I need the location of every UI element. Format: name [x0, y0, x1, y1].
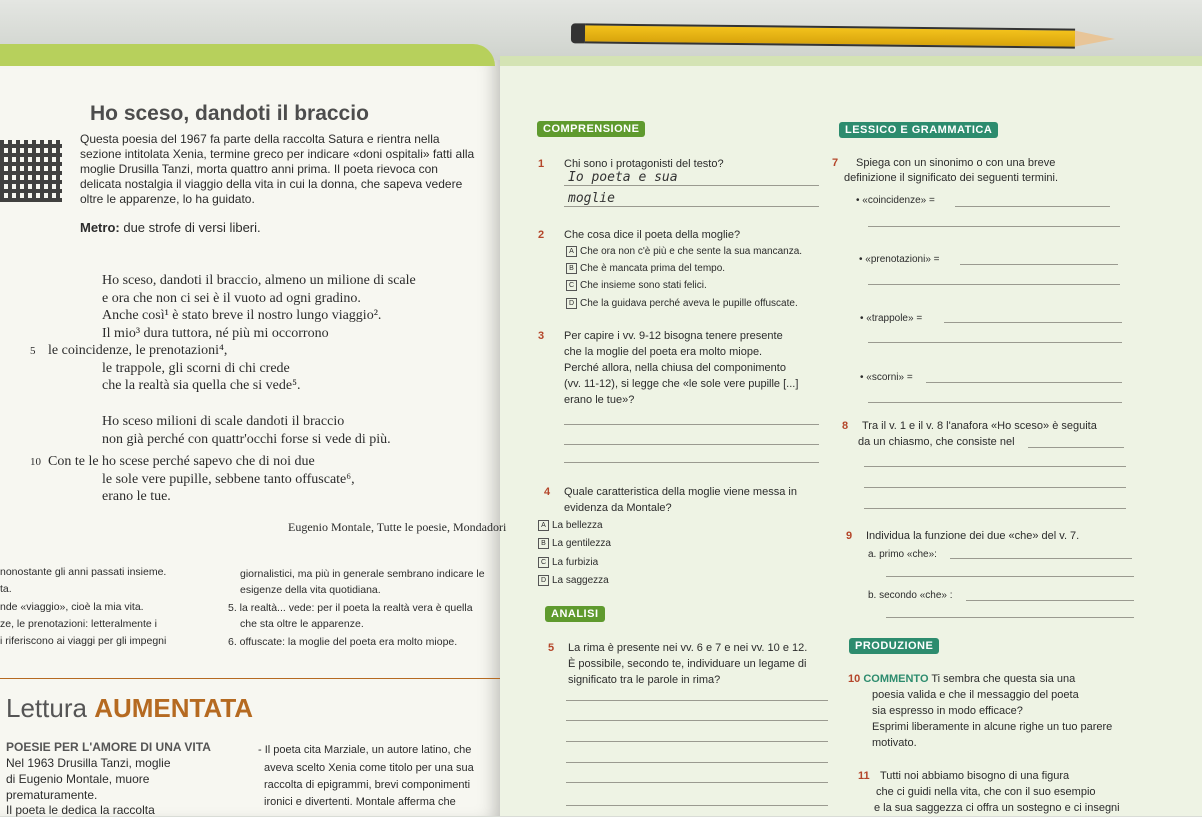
q10-number: 10 [848, 673, 861, 685]
q10-line-2: poesia valida e che il messaggio del poeta [872, 689, 1079, 701]
q5-line-2: È possibile, secondo te, individuare un legame di [568, 658, 807, 670]
q2-number: 2 [538, 229, 545, 241]
q10-line-4: Esprimi liberamente in alcune righe un tuo parere [872, 721, 1113, 733]
augmented-side-3: raccolta di epigrammi, brevi componimenti [264, 779, 471, 791]
footnote-1: nonostante gli anni passati insieme. [0, 566, 167, 578]
q4-option-c-box[interactable]: C [538, 557, 549, 568]
poem-title: Ho sceso, dandoti il braccio [90, 102, 369, 125]
q4-option-b-text: La gentilezza [552, 538, 611, 550]
augmented-heading: POESIE PER L'AMORE DI UNA VITA [6, 740, 211, 754]
q8-line-1: Tra il v. 1 e il v. 8 l'anafora «Ho sceso» è seguita [862, 420, 1097, 432]
q5-answer-line-6[interactable] [566, 805, 828, 806]
poem-verse-5: le coincidenze, le prenotazioni⁴, [48, 343, 228, 358]
augmented-text-2: di Eugenio Montale, muore [6, 772, 150, 786]
verse-number-10: 10 [30, 456, 41, 468]
augmented-text-4: Il poeta le dedica la raccolta [6, 803, 155, 817]
q11-number: 11 [858, 770, 870, 782]
poem-verse-3: Anche così¹ è stato breve il nostro lungo viaggio². [102, 308, 382, 323]
q1-answer-1[interactable]: Io poeta e sua [568, 170, 678, 185]
q2-option-a[interactable] [566, 246, 802, 257]
poem-verse-11: le sole vere pupille, sebbene tanto offuscate⁶, [102, 472, 355, 487]
q2-option-b-box[interactable]: B [566, 263, 577, 274]
poem-verse-4: Il mio³ dura tuttora, né più mi occorrono [102, 326, 329, 341]
q8-answer-line-2[interactable] [864, 466, 1126, 467]
q2-option-a-text: Che ora non c'è più e che sente la sua mancanza. [580, 246, 803, 258]
q2-option-c-text: Che insieme sono stati felici. [580, 280, 707, 292]
footnote-3: nde «viaggio», cioè la mia vita. [0, 601, 144, 613]
q11-line-3: e la sua saggezza ci offra un sostegno e ci insegni [874, 802, 1120, 814]
q2-option-c[interactable] [566, 280, 707, 291]
q3-line-4: (vv. 11-12), si legge che «le sole vere pupille [...] [564, 378, 799, 390]
q4-option-a-box[interactable]: A [538, 520, 549, 531]
poem-verse-12: erano le tue. [102, 489, 171, 504]
footnote-6: giornalistici, ma più in generale sembrano indicare le [240, 568, 485, 580]
poem-verse-8: Ho sceso milioni di scale dandoti il braccio [102, 414, 345, 429]
q9-answer-a-label: a. primo «che»: [868, 549, 937, 560]
q8-answer-line-1[interactable] [1028, 447, 1124, 448]
q7-term-prenotazioni: • «prenotazioni» = [859, 254, 940, 265]
q7-line-2: definizione il significato dei seguenti termini. [844, 172, 1059, 184]
footnote-4: ze, le prenotazioni: letteralmente i [0, 618, 158, 630]
poem-verse-6: le trappole, gli scorni di chi crede [102, 361, 290, 376]
q4-line-2: evidenza da Montale? [564, 502, 672, 514]
q7-extra-line-2[interactable] [868, 284, 1120, 285]
analisi-tag: ANALISI [545, 606, 605, 622]
q11-line-1: Tutti noi abbiamo bisogno di una figura [880, 770, 1070, 782]
qr-code[interactable] [0, 140, 62, 202]
poem-intro: Questa poesia del 1967 fa parte della raccolta Satura e rientra nella sezione intitolata Xenia, termine greco per indicare «doni ospitali» fatti alla moglie Drusilla Tanzi, morta quattro anni prima. Il poeta rievoca con delicata nostalgia il viaggio della vita in cui la donna, che sapeva vedere oltre le apparenze, lo ha guidato. [80, 132, 475, 206]
q4-option-c-text: La furbizia [552, 557, 599, 569]
q7-term-prenotazioni-line[interactable] [960, 264, 1118, 265]
q4-line-1: Quale caratteristica della moglie viene messa in [564, 486, 797, 498]
q8-answer-line-4[interactable] [864, 508, 1126, 509]
augmented-text-1: Nel 1963 Drusilla Tanzi, moglie [6, 756, 171, 770]
q3-line-2: che la moglie del poeta era molto miope. [564, 346, 763, 358]
q10-heading [848, 673, 1075, 685]
q3-number: 3 [538, 330, 545, 342]
q5-number: 5 [548, 642, 555, 654]
q4-option-d-box[interactable]: D [538, 575, 549, 586]
q7-extra-line-4[interactable] [868, 402, 1122, 403]
q2-option-d-box[interactable]: D [566, 298, 577, 309]
pencil-eraser [571, 23, 585, 43]
q4-option-b-box[interactable]: B [538, 538, 549, 549]
q8-number: 8 [842, 420, 849, 432]
q5-line-1: La rima è presente nei vv. 6 e 7 e nei vv. 10 e 12. [568, 642, 808, 654]
augmented-side-2: aveva scelto Xenia come titolo per una sua [264, 762, 474, 774]
augmented-text-3: prematuramente. [6, 788, 98, 802]
lessico-grammatica-tag: LESSICO E GRAMMATICA [839, 122, 998, 138]
q3-answer-line-3[interactable] [564, 462, 819, 463]
q5-line-3: significato tra le parole in rima? [568, 674, 721, 686]
q2-option-b[interactable] [566, 263, 725, 274]
augmented-prefix: Lettura [6, 693, 87, 723]
q7-term-trappole: • «trappole» = [860, 313, 923, 324]
q10-line-1: Ti sembra che questa sia una [931, 673, 1076, 685]
q9-extra-line-1[interactable] [886, 576, 1134, 577]
q2-text: Che cosa dice il poeta della moglie? [564, 229, 741, 241]
q9-text: Individua la funzione dei due «che» del v. 7. [866, 530, 1080, 542]
q10-line-5: motivato. [872, 737, 917, 749]
produzione-tag: PRODUZIONE [849, 638, 939, 654]
footnote-8: 5. la realtà... vede: per il poeta la realtà vera è quella [228, 602, 473, 614]
metro-label: Metro: [80, 220, 120, 235]
poem-verse-9: non già perché con quattr'occhi forse si vede di più. [102, 432, 391, 447]
q4-option-a-text: La bellezza [552, 520, 603, 532]
q2-option-d-text: Che la guidava perché aveva le pupille offuscate. [580, 298, 798, 310]
q1-text: Chi sono i protagonisti del testo? [564, 158, 724, 170]
poem-verse-2: e ora che non ci sei è il vuoto ad ogni gradino. [102, 291, 361, 306]
q3-answer-line-2[interactable] [564, 444, 819, 445]
poem-verse-1: Ho sceso, dandoti il braccio, almeno un milione di scale [102, 273, 416, 288]
q4-option-d[interactable] [538, 575, 609, 586]
q1-answer-2[interactable]: moglie [568, 191, 615, 206]
q1-answer-line-2[interactable] [564, 206, 819, 207]
q3-line-5: erano le tue»? [564, 394, 635, 406]
q3-line-3: Perché allora, nella chiusa del componimento [564, 362, 786, 374]
left-page-header-band [0, 44, 495, 66]
q4-option-b[interactable] [538, 538, 611, 549]
augmented-side-4: ironici e divertenti. Montale afferma che [264, 796, 456, 808]
metro-line [80, 220, 261, 235]
right-page-header-band [500, 56, 1202, 66]
q7-term-scorni-line[interactable] [926, 382, 1122, 383]
augmented-reading-title [6, 693, 253, 724]
q7-line-1: Spiega con un sinonimo o con una breve [856, 157, 1056, 169]
q11-line-2: che ci guidi nella vita, che con il suo esempio [876, 786, 1096, 798]
q5-answer-line-2[interactable] [566, 720, 828, 721]
q7-term-coincidenze-line[interactable] [955, 206, 1110, 207]
q7-number: 7 [832, 157, 839, 169]
poem-verse-7: che la realtà sia quella che si vede⁵. [102, 378, 301, 393]
q10-label: COMMENTO [863, 673, 929, 685]
pencil-tip [1075, 31, 1115, 47]
q5-answer-line-5[interactable] [566, 782, 828, 783]
q9-number: 9 [846, 530, 853, 542]
q1-number: 1 [538, 158, 545, 170]
augmented-bold: AUMENTATA [94, 693, 254, 723]
q7-term-scorni: • «scorni» = [860, 372, 913, 383]
verse-number-5: 5 [30, 345, 36, 357]
footnote-5: i riferiscono ai viaggi per gli impegni [0, 635, 167, 647]
poem-source: Eugenio Montale, Tutte le poesie, Mondadori [288, 520, 507, 534]
footnote-2: ta. [0, 583, 12, 595]
q8-line-2: da un chiasmo, che consiste nel [858, 436, 1015, 448]
q5-answer-line-4[interactable] [566, 762, 828, 763]
augmented-side-1: - Il poeta cita Marziale, un autore latino, che [258, 744, 472, 756]
q2-option-b-text: Che è mancata prima del tempo. [580, 263, 726, 275]
augmented-divider [0, 678, 500, 679]
q1-answer-line-1[interactable] [564, 185, 819, 186]
footnote-7: esigenze della vita quotidiana. [240, 584, 381, 596]
q4-option-c[interactable] [538, 557, 598, 568]
q10-line-3: sia espresso in modo efficace? [872, 705, 1023, 717]
q4-option-d-text: La saggezza [552, 575, 609, 587]
poem-verse-10: Con te le ho scese perché sapevo che di noi due [48, 454, 315, 469]
footnote-10: 6. offuscate: la moglie del poeta era molto miope. [228, 636, 458, 648]
q8-answer-line-3[interactable] [864, 487, 1126, 488]
q7-extra-line-3[interactable] [868, 342, 1122, 343]
footnote-9: che sta oltre le apparenze. [240, 618, 364, 630]
metro-text: due strofe di versi liberi. [123, 220, 261, 235]
q9-extra-line-2[interactable] [886, 617, 1134, 618]
q3-line-1: Per capire i vv. 9-12 bisogna tenere presente [564, 330, 783, 342]
q2-option-d[interactable] [566, 298, 798, 309]
q7-extra-line-1[interactable] [868, 226, 1120, 227]
q7-term-coincidenze: • «coincidenze» = [856, 195, 935, 206]
q2-option-c-box[interactable]: C [566, 280, 577, 291]
q4-number: 4 [544, 486, 551, 498]
q9-answer-b-line[interactable] [966, 600, 1134, 601]
q5-answer-line-1[interactable] [566, 700, 828, 701]
q9-answer-a-line[interactable] [950, 558, 1132, 559]
q3-answer-line-1[interactable] [564, 424, 819, 425]
q4-option-a[interactable] [538, 520, 603, 531]
q9-answer-b-label: b. secondo «che» : [868, 590, 953, 601]
q2-option-a-box[interactable]: A [566, 246, 577, 257]
q7-term-trappole-line[interactable] [944, 322, 1122, 323]
q5-answer-line-3[interactable] [566, 741, 828, 742]
comprensione-tag: COMPRENSIONE [537, 121, 645, 137]
